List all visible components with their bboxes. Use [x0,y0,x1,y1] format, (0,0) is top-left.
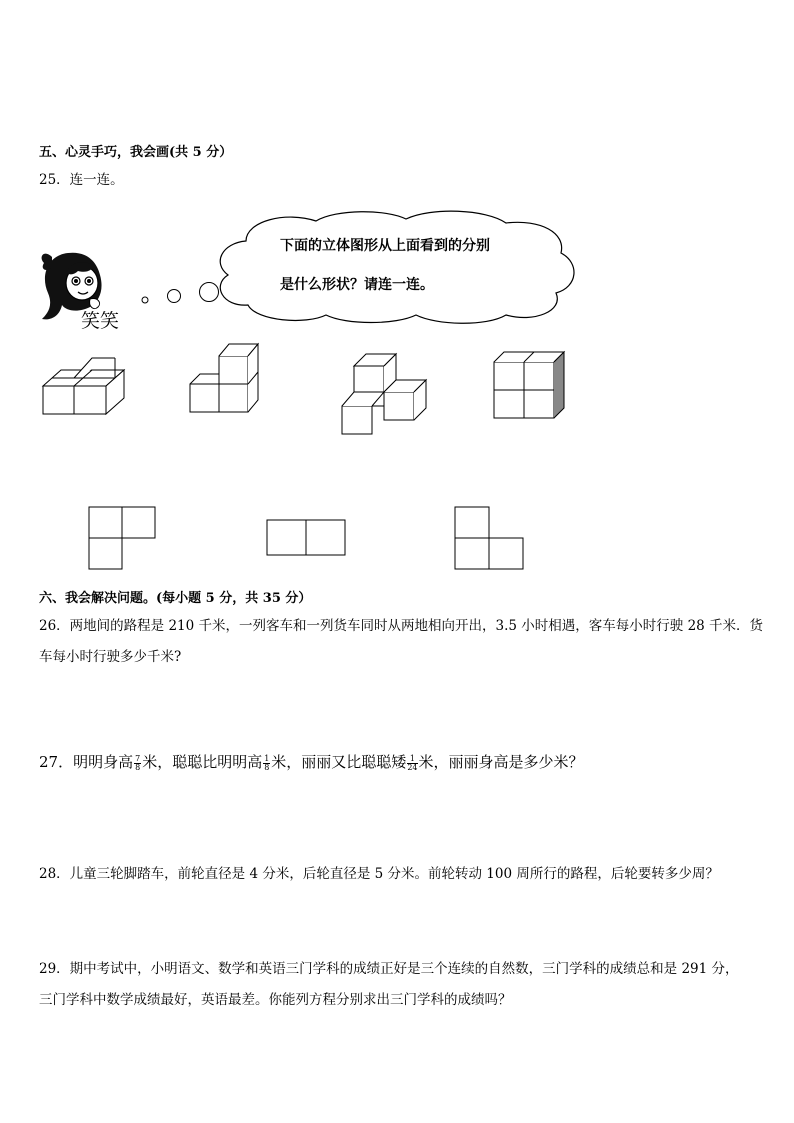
solid-figure-4 [490,350,570,422]
solid-figure-1 [40,356,130,416]
q27-part2: 米，聪聪比明明高 [142,753,263,771]
top-view-shape-3 [454,506,526,570]
question-27 [39,751,584,772]
fraction-1-8: $\frac{1}{8}$ [264,753,270,772]
question-28: 28．儿童三轮脚踏车，前轮直径是 4 分米，后轮直径是 5 分米。前轮转动 100 周所行的路程，后轮要转多少周？ [39,866,719,882]
q27-suffix: 米，丽丽身高是多少米？ [418,753,584,771]
question-29-line-2: 三门学科中数学成绩最好，英语最差。你能列方程分别求出三门学科的成绩吗？ [39,992,512,1008]
fraction-1-24: $\frac{1}{24}$ [407,753,418,772]
solid-figure-3 [338,350,430,438]
top-view-shape-2 [266,519,348,557]
fraction-7-8: $\frac{7}{8}$ [135,753,141,772]
q27-part3: 米，丽丽又比聪聪矮 [271,753,407,771]
question-26-line-1: 26．两地间的路程是 210 千米，一列客车和一列货车同时从两地相向开出，3.5 小时相遇，客车每小时行驶 28 千米．货 [39,618,764,634]
q27-prefix: 27．明明身高 [39,753,134,771]
question-26-line-2: 车每小时行驶多少千米? [39,649,182,665]
top-view-shape-1 [88,506,158,570]
cloud-text-line1: 下面的立体图形从上面看到的分别 [280,238,490,254]
character-label: 笑笑 [81,310,120,332]
section-5-heading: 五、心灵手巧，我会画(共 5 分） [39,145,233,160]
question-29-line-1: 29．期中考试中，小明语文、数学和英语三门学科的成绩正好是三个连续的自然数，三门学科的成绩总和是 291 分， [39,961,739,977]
cloud-text-line2: 是什么形状？请连一连。 [280,277,434,293]
solid-figure-2 [188,340,268,416]
thought-bubbles [138,278,223,308]
speech-cloud [216,211,580,323]
question-25: 25．连一连。 [39,172,124,188]
section-6-heading: 六、我会解决问题。(每小题 5 分，共 35 分） [39,591,312,606]
